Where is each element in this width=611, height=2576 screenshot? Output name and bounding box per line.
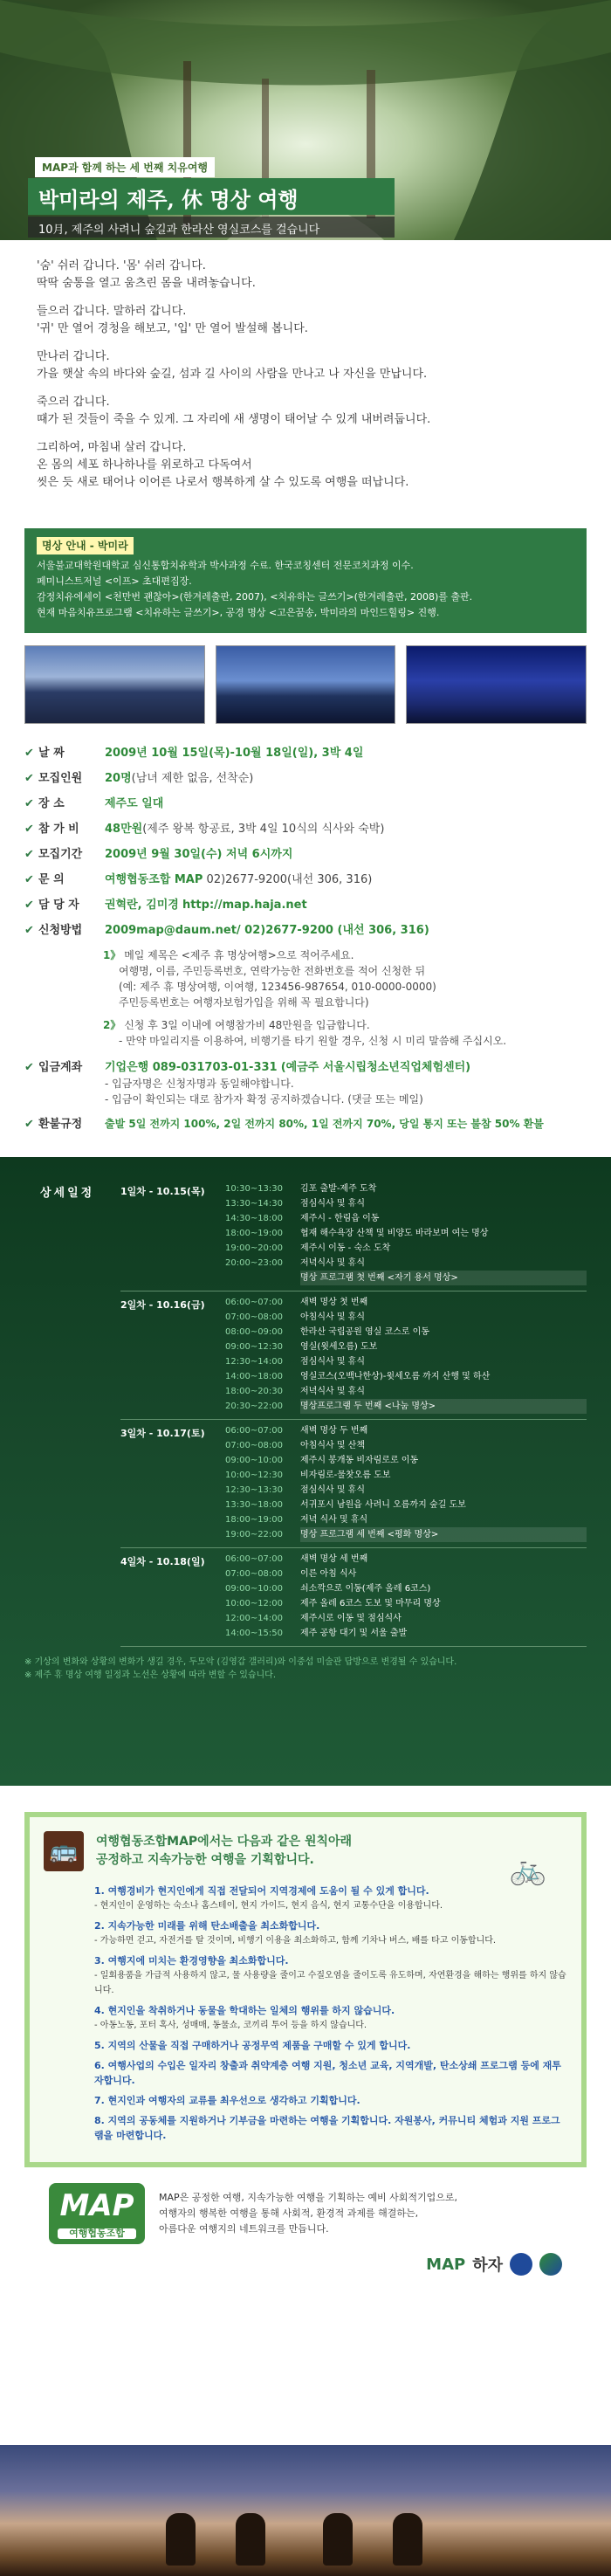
check-icon: ✔: [24, 899, 34, 912]
poem-stanza: [37, 258, 576, 293]
step-text: - 만약 마일리지를 이용하여, 비행기를 타기 원할 경우, 신청 시 미리 말씀해 주십시오.: [119, 1035, 507, 1047]
map-logo-subtext: 여행협동조합: [58, 2228, 136, 2239]
schedule-item: [225, 1498, 587, 1512]
principle-item: [94, 1953, 567, 1998]
poem-stanza: [37, 394, 576, 429]
principles-box: [24, 1812, 587, 2167]
jeju-photo: [24, 645, 205, 724]
map-about-line: 아름다운 여행지의 네트워크를 만듭니다.: [159, 2223, 329, 2235]
item-time: 06:00~07:00: [225, 1298, 284, 1307]
principle-item: [94, 2038, 567, 2053]
item-activity: 제주시 - 한림읍 이동: [300, 1214, 380, 1223]
schedule-heading: 상세일정: [40, 1187, 95, 1200]
principle-title: 5. 지역의 산물을 직접 구매하거나 공정무역 제품을 구매할 수 있게 합니다.: [94, 2040, 411, 2051]
poem-line: 때가 된 것들이 죽을 수 있게. 그 자리에 새 생명이 태어날 수 있게 내버려둡니다.: [37, 413, 431, 426]
schedule-item: [225, 1527, 587, 1542]
apply-step: [103, 1017, 587, 1033]
item-activity: 협재 해수욕장 산책 및 비양도 바라보며 여는 명상: [300, 1229, 489, 1238]
item-activity: 저녁식사 및 휴식: [300, 1387, 365, 1396]
schedule-item: [225, 1295, 587, 1310]
item-activity: 명상 프로그램 세 번째 <평화 명상>: [300, 1527, 587, 1542]
poem-line: '숨' 쉬러 갑니다. '몸' 쉬러 갑니다.: [37, 259, 206, 272]
hero-subtitle: 10月, 제주의 사려니 숲길과 한라산 영실코스를 걸습니다: [28, 217, 395, 238]
check-icon: ✔: [24, 1118, 34, 1131]
item-activity: 제주시로 이동 및 점심식사: [300, 1614, 402, 1623]
step-num: 2》: [103, 1019, 121, 1031]
item-time: 12:30~14:00: [225, 1357, 284, 1367]
apply-step: [103, 947, 587, 963]
item-activity: 점심식사 및 휴식: [300, 1357, 365, 1367]
schedule-item: [225, 1226, 587, 1241]
schedule-note: ※ 기상의 변화와 상황의 변화가 생길 경우, 두모악 (김영갑 갤러리)와 이중섭 미술관 답방으로 변경될 수 있습니다.: [24, 1657, 457, 1667]
check-icon: ✔: [24, 823, 34, 836]
schedule-day: [120, 1178, 587, 1291]
info-contact: [24, 871, 587, 888]
schedule-item: [225, 1271, 587, 1285]
map-about-line: 여행자의 행복한 여행을 통해 사회적, 환경적 과제를 해결하는,: [159, 2208, 419, 2219]
photo-strip: [24, 645, 587, 724]
item-activity: 제주 공항 대기 및 서울 출발: [300, 1629, 408, 1638]
schedule-item: [225, 1423, 587, 1438]
schedule-notes: [24, 1656, 587, 1682]
info-value: 48만원: [105, 823, 143, 836]
item-time: 14:30~18:00: [225, 1214, 284, 1223]
principle-item: [94, 1884, 567, 1913]
map-about: [49, 2183, 562, 2244]
item-activity: 점심식사 및 휴식: [300, 1199, 365, 1209]
day-name: 2일차 - 10.16(금): [120, 1299, 205, 1311]
step-text: 메일 제목은 <제주 휴 명상여행>으로 적어주세요.: [124, 949, 354, 961]
apply-step: [103, 963, 587, 979]
principle-item: [94, 2093, 567, 2108]
step-text: (예: 제주 휴 명상여행, 이여행, 123456-987654, 010-0000-0000): [119, 981, 436, 993]
info-value: 2009년 9월 30일(수) 저녁 6시까지: [105, 848, 293, 861]
item-time: 09:00~12:30: [225, 1342, 284, 1352]
info-value: 여행협동조합 MAP: [105, 873, 203, 886]
item-activity: 아침식사 및 휴식: [300, 1312, 365, 1322]
schedule-section: [0, 1157, 611, 1786]
item-activity: 제주시 이동 - 숙소 도착: [300, 1243, 391, 1253]
schedule-item: [225, 1468, 587, 1483]
step-text: 주민등록번호는 여행자보험가입을 위해 꼭 필요합니다): [119, 996, 369, 1009]
schedule-item: [225, 1581, 587, 1596]
info-label: 문 의: [38, 873, 65, 886]
principles-heading: 여행협동조합MAP에서는 다음과 같은 원칙아래: [96, 1835, 353, 1849]
item-activity: 영실코스(오백나한상)-윗세오름 까지 산행 및 하산: [300, 1372, 491, 1381]
item-time: 07:00~08:00: [225, 1312, 284, 1322]
schedule-item: [225, 1512, 587, 1527]
schedule-item: [225, 1256, 587, 1271]
principle-item: [94, 2003, 567, 2033]
schedule-item: [225, 1354, 587, 1369]
step-text: 여행명, 이름, 주민등록번호, 연락가능한 전화번호를 적어 신청한 뒤: [119, 965, 426, 977]
poem-line: 가을 햇살 속의 바다와 숲길, 섬과 길 사이의 사람을 만나고 나 자신을 만납니다.: [37, 368, 428, 381]
item-activity: 제주 올레 6코스 도보 및 마무리 명상: [300, 1599, 441, 1608]
schedule-item: [225, 1596, 587, 1611]
poem-line: '귀' 만 열어 경청을 해보고, '입' 만 열어 발설해 봅니다.: [37, 322, 308, 335]
bank-line: - 입금이 확인되는 대로 참가자 확정 공지하겠습니다. (댓글 또는 메일): [105, 1093, 423, 1105]
poem-line: 그리하여, 마침내 살러 갑니다.: [37, 441, 187, 454]
info-value: 권혁란, 김미경: [105, 899, 179, 912]
day-name: 3일차 - 10.17(토): [120, 1428, 205, 1439]
jeju-photo: [216, 645, 396, 724]
item-activity: 이른 아침 식사: [300, 1569, 357, 1579]
homepage-link[interactable]: http://map.haja.net: [182, 899, 307, 912]
info-label: 입금계좌: [38, 1061, 83, 1074]
principle-title: 3. 여행지에 미치는 환경영향을 최소화합니다.: [94, 1955, 289, 1966]
apply-email-link[interactable]: 2009map@daum.net/ 02)2677-9200 (내선 306, 316): [105, 924, 429, 937]
info-label: 환불규정: [38, 1118, 83, 1131]
item-time: 18:00~20:30: [225, 1387, 284, 1396]
schedule-item: [225, 1438, 587, 1453]
intro-poem: [0, 240, 611, 511]
schedule-item: [225, 1181, 587, 1196]
item-activity: 명상 프로그램 첫 번째 <자기 용서 명상>: [300, 1271, 587, 1285]
poem-stanza: [37, 439, 576, 492]
schedule-days: [120, 1178, 587, 1647]
item-time: [225, 1271, 300, 1285]
item-activity: 서귀포시 남원읍 사려니 오름까지 숲길 도보: [300, 1500, 466, 1510]
item-time: 12:00~14:00: [225, 1614, 284, 1623]
schedule-item: [225, 1340, 587, 1354]
item-activity: 김포 출발-제주 도착: [300, 1184, 377, 1194]
item-activity: 제주시 봉개동 비자림로로 이동: [300, 1456, 419, 1465]
item-time: 14:00~18:00: [225, 1372, 284, 1381]
check-icon: ✔: [24, 747, 34, 760]
check-icon: ✔: [24, 1061, 34, 1074]
schedule-item: [225, 1483, 587, 1498]
principle-title: 7. 현지인과 여행자의 교류를 최우선으로 생각하고 기획합니다.: [94, 2095, 360, 2106]
principles-list: [44, 1884, 567, 2143]
sunset-photo: [0, 2445, 611, 2576]
info-label: 장 소: [38, 797, 65, 810]
info-staff: [24, 897, 587, 913]
schedule-item: [225, 1552, 587, 1567]
item-activity: 저녁식사 및 휴식: [300, 1258, 365, 1268]
item-activity: 영실(윗세오름) 도보: [300, 1342, 378, 1352]
schedule-day: [120, 1420, 587, 1548]
item-time: 10:30~13:30: [225, 1184, 284, 1194]
item-time: 06:00~07:00: [225, 1554, 284, 1564]
principle-item: [94, 2058, 567, 2088]
item-activity: 쇠소깍으로 이동(제주 올레 6코스): [300, 1584, 431, 1594]
map-logo: [49, 2183, 145, 2244]
info-date: [24, 745, 587, 761]
item-time: 14:00~15:50: [225, 1629, 284, 1638]
principle-desc: - 현지인이 운영하는 숙소나 홈스테이, 현지 가이드, 현지 음식, 현지 교통수단을 이용합니다.: [94, 1901, 443, 1911]
item-time: 18:00~19:00: [225, 1229, 284, 1238]
info-bank: [24, 1059, 587, 1107]
check-icon: ✔: [24, 797, 34, 810]
person-silhouette: [323, 2513, 353, 2566]
info-value: 2009년 10월 15일(목)-10월 18일(일), 3박 4일: [105, 747, 364, 760]
map-about-line: MAP은 공정한 여행, 지속가능한 여행을 기획하는 예비 사회적기업으로,: [159, 2192, 458, 2203]
check-icon: ✔: [24, 848, 34, 861]
schedule-item: [225, 1241, 587, 1256]
item-time: 09:00~10:00: [225, 1456, 284, 1465]
info-label: 신청방법: [38, 924, 83, 937]
item-activity: 비자림로-물찻오름 도보: [300, 1471, 391, 1480]
principles-section: [0, 1786, 611, 2276]
schedule-item: [225, 1325, 587, 1340]
guide-line: 감정치유에세이 <천만번 괜찮아>(한겨레출판, 2007), <치유하는 글쓰기>(한겨레출판, 2008)를 출판.: [37, 591, 473, 603]
principle-desc: - 아동노동, 포터 혹사, 성매매, 동물쇼, 코끼리 투어 등을 하지 않습니다.: [94, 2021, 367, 2030]
item-time: 20:00~23:00: [225, 1258, 284, 1268]
guide-title: 명상 안내 - 박미라: [37, 537, 134, 554]
schedule-item: [225, 1310, 587, 1325]
info-place: [24, 796, 587, 812]
item-time: 08:00~09:00: [225, 1327, 284, 1337]
poem-line: 들으러 갑니다. 말하러 갑니다.: [37, 305, 187, 318]
bank-line: - 입금자명은 신청자명과 동일해야합니다.: [105, 1078, 294, 1090]
item-activity: 한라산 국립공원 영실 코스로 이동: [300, 1327, 429, 1337]
person-silhouette: [393, 2513, 422, 2566]
info-note: 02)2677-9200(내선 306, 316): [206, 873, 373, 886]
schedule-item: [225, 1369, 587, 1384]
schedule-item: [225, 1611, 587, 1626]
schedule-day: [120, 1291, 587, 1420]
principle-item: [94, 1918, 567, 1948]
partner-emblem-icon: [539, 2253, 562, 2276]
info-apply: [24, 922, 587, 939]
poem-line: 씻은 듯 새로 태어나 이어른 나로서 행복하게 살 수 있도록 여행을 떠납니다.: [37, 476, 409, 489]
bicycle-icon: 🚲: [509, 1852, 546, 1887]
info-refund: [24, 1116, 587, 1133]
principle-desc: - 일회용품을 가급적 사용하지 않고, 물 사용량을 줄이고 수질오염을 줄이도록 유도하며, 자연환경을 해하는 행위를 하지 않습니다.: [94, 1971, 566, 1995]
item-activity: 저녁 식사 및 휴식: [300, 1515, 368, 1525]
info-note: (예금주 서울시립청소년직업체험센터): [280, 1061, 471, 1074]
principle-item: [94, 2113, 567, 2143]
guide-box: [24, 528, 587, 633]
poem-line: 죽으러 갑니다.: [37, 396, 110, 409]
hero-banner: [0, 0, 611, 240]
schedule-day: [120, 1548, 587, 1647]
item-time: 18:00~19:00: [225, 1515, 284, 1525]
info-value: 기업은행 089-031703-01-331: [105, 1061, 278, 1074]
check-icon: ✔: [24, 924, 34, 937]
item-activity: 새벽 명상 세 번째: [300, 1554, 368, 1564]
schedule-item: [225, 1196, 587, 1211]
schedule-item: [225, 1453, 587, 1468]
info-people: [24, 770, 587, 787]
item-activity: 점심식사 및 휴식: [300, 1485, 365, 1495]
info-fee: [24, 821, 587, 837]
principle-title: 4. 현지인을 착취하거나 동물을 학대하는 일체의 행위를 하지 않습니다.: [94, 2005, 395, 2016]
map-logo-text: MAP: [59, 2188, 134, 2223]
check-icon: ✔: [24, 772, 34, 785]
item-time: 07:00~08:00: [225, 1441, 284, 1450]
apply-step: [103, 995, 587, 1010]
info-deadline: [24, 846, 587, 863]
principle-title: 6. 여행사업의 수입은 일자리 창출과 취약계층 여행 지원, 청소년 교육, 지역개발, 탄소상쇄 프로그램 등에 재투자합니다.: [94, 2060, 561, 2086]
poem-stanza: [37, 348, 576, 383]
schedule-item: [225, 1399, 587, 1414]
item-time: 10:00~12:00: [225, 1599, 284, 1608]
item-time: 07:00~08:00: [225, 1569, 284, 1579]
day-name: 4일차 - 10.18(일): [120, 1556, 205, 1567]
item-time: 10:00~12:30: [225, 1471, 284, 1480]
item-activity: 명상프로그램 두 번째 <나눔 명상>: [300, 1399, 587, 1414]
person-silhouette: [166, 2513, 196, 2566]
principle-title: 2. 지속가능한 미래를 위해 탄소배출을 최소화합니다.: [94, 1920, 320, 1932]
info-label: 모집기간: [38, 848, 83, 861]
principle-title: 8. 지역의 공동체를 지원하거나 기부금을 마련하는 여행을 기획합니다. 자원봉사, 커뮤니티 체험과 지원 프로그램을 마련합니다.: [94, 2115, 560, 2141]
item-time: 19:00~20:00: [225, 1243, 284, 1253]
poem-line: 만나러 갑니다.: [37, 350, 110, 363]
day-name: 1일차 - 10.15(목): [120, 1186, 205, 1197]
footer-haja-logo: 하자: [472, 2256, 503, 2275]
info-value: 20명: [105, 772, 132, 785]
poem-line: 온 몸의 세포 하나하나를 위로하고 다독여서: [37, 458, 252, 472]
info-note: (남녀 제한 없음, 선착순): [131, 772, 254, 785]
bus-icon: 🚌: [44, 1831, 84, 1871]
item-activity: 새벽 명상 첫 번째: [300, 1298, 368, 1307]
item-time: 19:00~22:00: [225, 1530, 284, 1539]
poem-line: 딱딱 숨통을 열고 움츠린 몸을 내려놓습니다.: [37, 277, 256, 290]
person-silhouette: [236, 2513, 265, 2566]
footer-logos: [24, 2253, 562, 2276]
item-time: 13:30~14:30: [225, 1199, 284, 1209]
schedule-note: ※ 제주 휴 명상 여행 일정과 노선은 상황에 따라 변할 수 있습니다.: [24, 1670, 277, 1680]
footer-map-logo: MAP: [426, 2255, 466, 2274]
schedule-item: [225, 1384, 587, 1399]
item-time: 12:30~13:30: [225, 1485, 284, 1495]
jeju-photo: [406, 645, 587, 724]
hero-title: 박미라의 제주, 休 명상 여행: [28, 178, 395, 215]
guide-line: 현재 마음치유프로그램 <치유하는 글쓰기>, 공경 명상 <고은꿈송, 박미라의 마인드힐링> 진행.: [37, 607, 440, 618]
info-label: 참 가 비: [38, 823, 79, 836]
info-label: 담 당 자: [38, 899, 79, 912]
item-activity: 새벽 명상 두 번째: [300, 1426, 368, 1436]
info-label: 날 짜: [38, 747, 65, 760]
info-label: 모집인원: [38, 772, 83, 785]
step-text: 신청 후 3일 이내에 여행참가비 48만원을 입금합니다.: [124, 1019, 370, 1031]
trip-info: [24, 745, 587, 1133]
item-time: 06:00~07:00: [225, 1426, 284, 1436]
seoul-emblem-icon: [510, 2253, 532, 2276]
item-activity: 아침식사 및 산책: [300, 1441, 365, 1450]
info-value: 제주도 일대: [105, 797, 164, 810]
apply-step: [103, 1033, 587, 1049]
hero-tag: MAP과 함께 하는 세 번째 치유여행: [35, 157, 215, 177]
schedule-item: [225, 1567, 587, 1581]
schedule-item: [225, 1626, 587, 1641]
apply-steps: [103, 947, 587, 1049]
poem-stanza: [37, 303, 576, 338]
step-num: 1》: [103, 949, 121, 961]
principle-title: 1. 여행경비가 현지인에게 직접 전달되어 지역경제에 도움이 될 수 있게 합니다.: [94, 1885, 429, 1897]
item-time: 13:30~18:00: [225, 1500, 284, 1510]
info-note: (제주 왕복 항공료, 3박 4일 10식의 식사와 숙박): [142, 823, 385, 836]
item-time: 20:30~22:00: [225, 1402, 284, 1411]
item-time: 09:00~10:00: [225, 1584, 284, 1594]
principle-desc: - 가능하면 걷고, 자전거를 탈 것이며, 비행기 이용을 최소화하고, 함께 기차나 버스, 배를 타고 이동합니다.: [94, 1936, 497, 1946]
schedule-item: [225, 1211, 587, 1226]
guide-line: 서울불교대학원대학교 심신통합치유학과 박사과정 수료. 한국코칭센터 전문코치과정 이수.: [37, 560, 414, 571]
info-value: 출발 5일 전까지 100%, 2일 전까지 80%, 1일 전까지 70%, 당일 통지 또는 불참 50% 환불: [105, 1118, 544, 1130]
principles-heading: 공정하고 지속가능한 여행을 기획합니다.: [96, 1853, 314, 1867]
guide-line: 페미니스트저널 <이프> 초대편집장.: [37, 575, 192, 587]
check-icon: ✔: [24, 873, 34, 886]
apply-step: [103, 979, 587, 995]
